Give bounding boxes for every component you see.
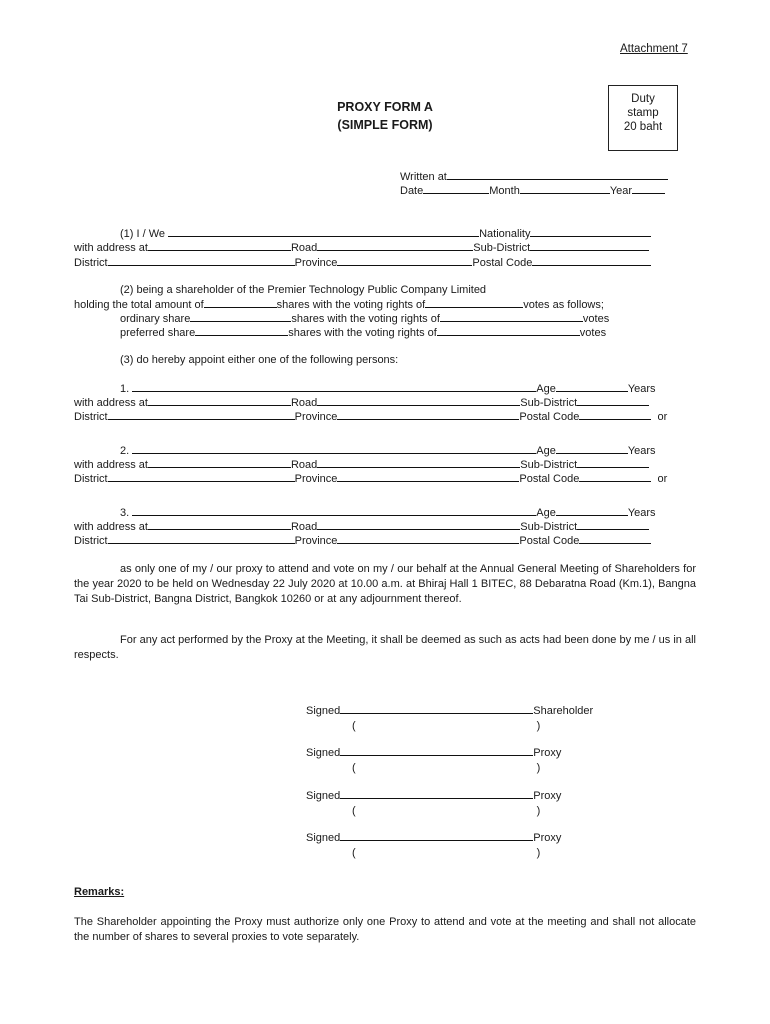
proxy3-address-field[interactable]: [148, 520, 291, 530]
remarks-text: The Shareholder appointing the Proxy must authorize only one Proxy to attend and vote at the meeting and shall not allocate the number of shares to several proxies to vote separately.: [74, 916, 696, 943]
proxy1-age-label: Age: [536, 383, 556, 395]
proxy2-postal-label: Postal Code: [519, 473, 580, 485]
subdistrict-label: Sub-District: [473, 242, 531, 254]
proxy1-subdistrict-label: Sub-District: [520, 397, 578, 409]
proxy2-district-field[interactable]: [108, 472, 295, 482]
holding-row: [74, 298, 604, 311]
written-at-field[interactable]: [447, 170, 668, 180]
district-label: District: [74, 257, 108, 269]
proxy1-signature-field[interactable]: [340, 746, 533, 756]
attachment-label: Attachment 7: [620, 43, 688, 55]
paren-close: ): [536, 720, 541, 732]
proxy2-province-field[interactable]: [337, 472, 519, 482]
acts-text: For any act performed by the Proxy at the Meeting, it shall be deemed as such as acts had been done by me / us in all respects.: [74, 634, 696, 661]
date-label: Date: [400, 185, 424, 197]
proxy2-years-label: Years: [627, 445, 656, 457]
proxy2-province-label: Province: [294, 473, 338, 485]
preferred-shares-field[interactable]: [195, 326, 288, 336]
signed-label: Signed: [306, 747, 341, 759]
proxy2-number: 2.: [120, 445, 130, 457]
proxy1-district-field[interactable]: [108, 410, 295, 420]
preferred-votes-field[interactable]: [437, 326, 580, 336]
duty-stamp-box: [608, 85, 678, 151]
proxy1-road-label: Road: [290, 397, 318, 409]
ordinary-row: [120, 312, 609, 325]
signature-proxy-1: [306, 746, 561, 759]
proxy1-years-label: Years: [627, 383, 656, 395]
address-label: with address at: [74, 242, 148, 254]
ordinary-shares-field[interactable]: [190, 312, 291, 322]
proxy3-subdistrict-field[interactable]: [577, 520, 649, 530]
proxy3-province-field[interactable]: [337, 534, 519, 544]
proxy3-road-field[interactable]: [317, 520, 520, 530]
paren-close: ): [536, 805, 541, 817]
subdistrict-field[interactable]: [530, 241, 649, 251]
proxy1-province-label: Province: [294, 411, 338, 423]
section2-intro: (2) being a shareholder of the Premier Technology Public Company Limited: [120, 284, 487, 296]
shareholder-signature-field[interactable]: [340, 704, 533, 714]
shareholder-name-field[interactable]: [168, 227, 479, 237]
holding-label: holding the total amount of: [74, 299, 204, 311]
proxy3-province-label: Province: [294, 535, 338, 547]
preferred-row: [120, 326, 606, 339]
proxy1-address-row: [74, 396, 649, 409]
proxy3-road-label: Road: [290, 521, 318, 533]
signature-shareholder: [306, 704, 593, 717]
proxy1-name-paren: [352, 762, 540, 774]
form-title: PROXY FORM A: [337, 100, 433, 114]
road-field[interactable]: [317, 241, 473, 251]
proxy3-district-field[interactable]: [108, 534, 295, 544]
proxy1-number: 1.: [120, 383, 130, 395]
proxy2-age-label: Age: [536, 445, 556, 457]
proxy3-subdistrict-label: Sub-District: [520, 521, 578, 533]
year-field[interactable]: [632, 184, 665, 194]
proxy3-address-row: [74, 520, 649, 533]
proxy3-name-row: [120, 506, 656, 519]
total-votes-field[interactable]: [425, 298, 523, 308]
proxy2-road-label: Road: [290, 459, 318, 471]
proxy1-postal-field[interactable]: [579, 410, 651, 420]
stamp-line-1: Duty: [631, 93, 655, 105]
signed-label: Signed: [306, 832, 341, 844]
proxy2-subdistrict-field[interactable]: [577, 458, 649, 468]
proxy1-postal-label: Postal Code: [519, 411, 580, 423]
preferred-votes-label: votes: [579, 327, 607, 339]
year-label: Year: [609, 185, 633, 197]
proxy3-address-label: with address at: [74, 521, 148, 533]
proxy1-age-field[interactable]: [556, 382, 628, 392]
proxy1-province-field[interactable]: [337, 410, 519, 420]
date-field[interactable]: [423, 184, 489, 194]
province-field[interactable]: [337, 256, 472, 266]
month-label: Month: [489, 185, 520, 197]
signed-label: Signed: [306, 705, 341, 717]
preferred-voting-label: shares with the voting rights of: [288, 327, 437, 339]
proxy2-postal-field[interactable]: [579, 472, 651, 482]
form-subtitle: (SIMPLE FORM): [337, 118, 433, 132]
ordinary-voting-label: shares with the voting rights of: [291, 313, 440, 325]
proxy3-postal-field[interactable]: [579, 534, 651, 544]
proxy2-address-row: [74, 458, 649, 471]
proxy2-name-paren: [352, 805, 540, 817]
proxy1-address-field[interactable]: [148, 396, 291, 406]
proxy2-address-label: with address at: [74, 459, 148, 471]
acts-paragraph: [74, 633, 696, 663]
paren-close: ): [536, 847, 541, 859]
ordinary-votes-field[interactable]: [440, 312, 583, 322]
proxy1-or-label: or: [657, 411, 668, 423]
stamp-line-2: stamp: [627, 107, 659, 119]
signed-label: Signed: [306, 790, 341, 802]
date-row: [400, 184, 665, 197]
signature-proxy-2: [306, 789, 561, 802]
ordinary-votes-label: votes: [582, 313, 610, 325]
nationality-label: Nationality: [479, 228, 531, 240]
section3-intro: (3) do hereby appoint either one of the following persons:: [120, 354, 399, 366]
proxy1-road-field[interactable]: [317, 396, 520, 406]
preferred-label: preferred share: [120, 327, 196, 339]
proxy1-name-field[interactable]: [132, 382, 536, 392]
proxy3-age-label: Age: [536, 507, 556, 519]
proxy2-district-label: District: [74, 473, 108, 485]
paren-open: (: [352, 720, 356, 732]
address-row-1: [74, 241, 649, 254]
shareholder-role-label: Shareholder: [533, 705, 594, 717]
proxy2-district-row: [74, 472, 667, 485]
i-we-label: (1) I / We: [120, 228, 166, 240]
proxy1-district-label: District: [74, 411, 108, 423]
proxy3-years-label: Years: [627, 507, 656, 519]
proxy2-road-field[interactable]: [317, 458, 520, 468]
proxy1-name-row: [120, 382, 656, 395]
shareholder-name-paren: [352, 720, 540, 732]
stamp-line-3: 20 baht: [623, 121, 663, 133]
proxy3-name-paren: [352, 847, 540, 859]
votes-follows-label: votes as follows;: [523, 299, 604, 311]
remarks-heading: Remarks:: [74, 886, 125, 898]
proxy2-subdistrict-label: Sub-District: [520, 459, 578, 471]
proxy1-district-row: [74, 410, 667, 423]
proxy-role-label: Proxy: [533, 790, 562, 802]
proxy2-name-field[interactable]: [132, 444, 536, 454]
written-at-row: [400, 170, 668, 183]
address-field[interactable]: [148, 241, 291, 251]
shares-voting-label: shares with the voting rights of: [276, 299, 426, 311]
paren-open: (: [352, 847, 356, 859]
proxy-role-label: Proxy: [533, 747, 562, 759]
postal-label: Postal Code: [472, 257, 533, 269]
proxy3-signature-field[interactable]: [340, 831, 533, 841]
paren-close: ): [536, 762, 541, 774]
proxy2-age-field[interactable]: [556, 444, 628, 454]
proxy1-subdistrict-field[interactable]: [577, 396, 649, 406]
proxy1-address-label: with address at: [74, 397, 148, 409]
road-label: Road: [290, 242, 318, 254]
proxy2-address-field[interactable]: [148, 458, 291, 468]
appointment-text: as only one of my / our proxy to attend and vote on my / our behalf at the Annual General Meeting of Shareholders for the year 2020 to be held on Wednesday 22 July 2020 at 10.00 a.m. at Bhiraj Hall 1 BITEC, 88 Debaratna Road (Km.1), Bangna Tai Sub-District, Bangna District, Bangkok 10260 or at any adjournment thereof.: [74, 563, 696, 605]
proxy-role-label: Proxy: [533, 832, 562, 844]
district-field[interactable]: [108, 256, 295, 266]
paren-open: (: [352, 762, 356, 774]
total-shares-field[interactable]: [204, 298, 277, 308]
province-label: Province: [294, 257, 338, 269]
proxy3-age-field[interactable]: [556, 506, 628, 516]
nationality-field[interactable]: [530, 227, 651, 237]
month-field[interactable]: [520, 184, 610, 194]
proxy2-name-row: [120, 444, 656, 457]
proxy3-name-field[interactable]: [132, 506, 536, 516]
written-at-label: Written at: [400, 171, 447, 183]
postal-field[interactable]: [532, 256, 651, 266]
proxy3-district-row: [74, 534, 651, 547]
proxy2-or-label: or: [657, 473, 668, 485]
appointment-paragraph: [74, 562, 696, 607]
proxy3-district-label: District: [74, 535, 108, 547]
i-we-row: [120, 227, 651, 240]
proxy3-postal-label: Postal Code: [519, 535, 580, 547]
signature-proxy-3: [306, 831, 561, 844]
ordinary-label: ordinary share: [120, 313, 191, 325]
paren-open: (: [352, 805, 356, 817]
proxy2-signature-field[interactable]: [340, 789, 533, 799]
proxy3-number: 3.: [120, 507, 130, 519]
address-row-2: [74, 256, 651, 269]
